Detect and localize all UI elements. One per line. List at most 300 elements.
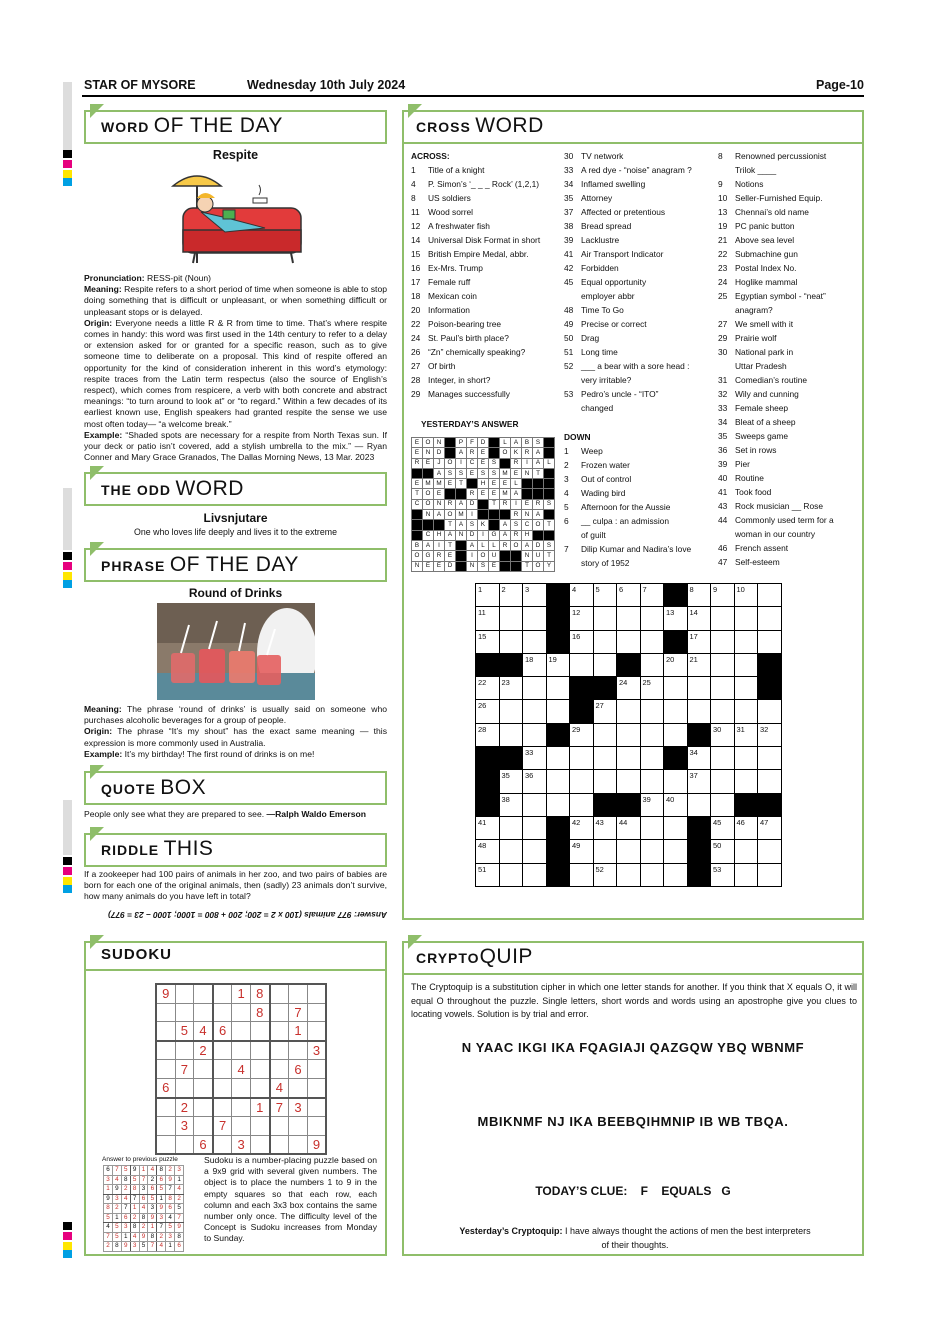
sudoku-cell[interactable] [175,984,194,1003]
crossword-cell[interactable] [523,816,547,839]
sudoku-cell[interactable] [156,1003,175,1022]
crossword-cell[interactable] [734,630,758,653]
crossword-cell[interactable] [711,863,735,886]
crossword-cell[interactable] [499,723,523,746]
crossword-grid[interactable] [475,583,782,887]
sudoku-cell[interactable] [156,1060,175,1079]
answer-cell: A [522,540,533,550]
sudoku-cell[interactable] [232,1003,251,1022]
crossword-cell[interactable] [570,747,594,770]
clue-number: 12 [411,221,421,231]
crossword-cell[interactable] [523,840,547,863]
crossword-cell[interactable] [499,840,523,863]
crossword-cell[interactable] [640,653,664,676]
answer-cell: L [489,540,500,550]
sudoku-cell[interactable]: 4 [232,1060,251,1079]
crossword-cell[interactable] [593,630,617,653]
sudoku-cell[interactable] [289,1041,308,1060]
sudoku-cell[interactable]: 7 [289,1003,308,1022]
solution-cell: 2 [112,1204,121,1214]
crossword-cell[interactable] [617,630,641,653]
crossword-cell[interactable] [523,677,547,700]
sudoku-cell[interactable] [232,1098,251,1117]
sudoku-cell[interactable] [156,1117,175,1136]
sudoku-cell[interactable]: 6 [156,1078,175,1097]
crossword-cell[interactable] [711,607,735,630]
crossword-cell[interactable] [664,653,688,676]
crossword-cell[interactable] [758,630,782,653]
clue-text: “Zn” chemically speaking? [428,347,526,357]
crossword-cell[interactable] [758,840,782,863]
sudoku-cell[interactable]: 9 [307,1135,326,1154]
crossword-cell [476,653,500,676]
clue-line [411,247,540,261]
sudoku-cell[interactable]: 2 [194,1041,213,1060]
clue-number: 36 [718,445,728,455]
solution-cell: 1 [121,1232,130,1242]
crossword-cell[interactable] [687,630,711,653]
crossword-cell[interactable] [499,607,523,630]
sudoku-cell[interactable] [213,1078,232,1097]
crossword-cell[interactable] [664,723,688,746]
crossword-cell[interactable] [617,863,641,886]
crossword-cell[interactable] [734,840,758,863]
crossword-cell[interactable] [476,630,500,653]
sudoku-cell[interactable] [307,984,326,1003]
sudoku-cell[interactable]: 3 [289,1098,308,1117]
sudoku-cell[interactable] [156,1022,175,1041]
crossword-cell[interactable] [640,747,664,770]
answer-cell [511,561,522,571]
sudoku-cell[interactable] [289,1078,308,1097]
clue-line [411,345,540,359]
answer-cell: I [467,510,478,520]
sudoku-cell[interactable]: 7 [213,1117,232,1136]
crossword-cell[interactable] [499,816,523,839]
crossword-cell[interactable] [476,584,500,607]
crossword-cell[interactable] [687,584,711,607]
crossword-cell[interactable] [664,793,688,816]
sudoku-cell[interactable]: 6 [213,1022,232,1041]
crossword-cell[interactable] [687,793,711,816]
crossword-cell[interactable] [687,747,711,770]
answer-cell [412,468,423,478]
crossword-cell[interactable] [734,816,758,839]
sudoku-cell[interactable]: 7 [175,1060,194,1079]
crossword-cell[interactable] [711,840,735,863]
crossword-cell[interactable] [499,700,523,723]
crossword-cell[interactable] [593,584,617,607]
crossword-cell[interactable] [570,770,594,793]
clue-text: Long time [581,347,618,357]
crossword-cell[interactable] [687,700,711,723]
sudoku-cell[interactable] [213,984,232,1003]
sudoku-cell[interactable] [194,984,213,1003]
clue-line [411,303,540,317]
crossword-cell[interactable] [734,723,758,746]
answer-cell: O [500,448,511,458]
sudoku-cell[interactable] [213,1003,232,1022]
answer-cell [522,479,533,489]
sudoku-cell[interactable] [194,1060,213,1079]
sudoku-cell[interactable] [307,1022,326,1041]
crossword-cell[interactable] [711,770,735,793]
crossword-cell[interactable] [640,677,664,700]
answer-cell [456,540,467,550]
crossword-cell[interactable] [711,700,735,723]
crossword-cell[interactable] [687,653,711,676]
crossword-cell[interactable] [523,793,547,816]
sudoku-cell[interactable] [156,1135,175,1154]
crossword-cell[interactable] [523,607,547,630]
crossword-cell[interactable] [570,863,594,886]
crossword-cell[interactable] [617,584,641,607]
crossword-cell[interactable] [570,653,594,676]
crossword-cell[interactable] [593,700,617,723]
crossword-cell[interactable] [734,677,758,700]
sudoku-cell[interactable]: 5 [175,1022,194,1041]
crossword-cell[interactable] [476,700,500,723]
answer-cell [489,510,500,520]
cryptoquip-line-1: N YAAC IKGI IKA FQAGIAJI QAZGQW YBQ WBNMF [461,1040,805,1055]
crossword-cell[interactable] [734,584,758,607]
answer-cell: E [445,479,456,489]
clue-number: 30 [718,347,728,357]
crossword-cell[interactable] [664,700,688,723]
crossword-cell[interactable] [758,747,782,770]
crossword-cell[interactable] [734,863,758,886]
sudoku-cell[interactable] [270,1135,289,1154]
reg-yellow [63,170,72,178]
crossword-cell[interactable] [593,840,617,863]
crossword-cell[interactable] [734,653,758,676]
crossword-cell[interactable] [523,630,547,653]
sudoku-cell[interactable] [270,984,289,1003]
sudoku-cell[interactable] [175,1003,194,1022]
sudoku-cell[interactable] [250,1041,269,1060]
quote-box-title: QUOTE BOX [101,776,207,799]
crossword-cell[interactable] [640,770,664,793]
sudoku-cell[interactable]: 1 [250,1098,269,1117]
clue-number: 53 [564,389,574,399]
crossword-cell[interactable] [758,700,782,723]
crossword-cell[interactable] [593,770,617,793]
crossword-cell[interactable] [664,677,688,700]
clue-number: 31 [718,375,728,385]
clue-text: changed [581,403,614,413]
answer-cell: C [412,499,423,509]
crossword-cell[interactable] [499,770,523,793]
crossword-cell[interactable] [758,863,782,886]
sudoku-cell[interactable] [232,1022,251,1041]
sudoku-cell[interactable] [156,1041,175,1060]
crossword-cell[interactable] [664,863,688,886]
crossword-cell[interactable] [593,723,617,746]
crossword-cell[interactable] [734,607,758,630]
answer-cell: S [489,468,500,478]
crossword-cell[interactable] [640,863,664,886]
sudoku-cell[interactable]: 3 [232,1135,251,1154]
answer-cell [489,520,500,530]
crossword-cell[interactable] [523,700,547,723]
crossword-cell[interactable] [640,584,664,607]
sudoku-cell[interactable] [156,1098,175,1117]
cryptoquip-title: CRYPTOQUIP [416,945,533,968]
crossword-cell[interactable] [546,770,570,793]
crossword-cell[interactable] [523,653,547,676]
crossword-cell[interactable] [758,584,782,607]
crossword-cell[interactable] [640,816,664,839]
crossword-cell[interactable] [593,653,617,676]
sudoku-cell[interactable]: 9 [156,984,175,1003]
sudoku-cell[interactable] [232,1117,251,1136]
crossword-cell[interactable] [734,747,758,770]
clue-number: 32 [718,389,728,399]
sudoku-cell[interactable]: 4 [270,1078,289,1097]
solution-cell: 9 [175,1223,184,1233]
clue-text: Title of a knight [428,165,485,175]
crossword-cell[interactable] [687,607,711,630]
crossword-cell[interactable] [664,816,688,839]
clue-text: Inflamed swelling [581,179,646,189]
cell-number: 42 [572,817,581,827]
sudoku-cell[interactable] [307,1117,326,1136]
crossword-cell[interactable] [711,653,735,676]
crossword-cell[interactable] [546,677,570,700]
sudoku-cell[interactable] [194,1078,213,1097]
sudoku-cell[interactable] [232,1078,251,1097]
crossword-cell[interactable] [758,816,782,839]
sudoku-cell[interactable] [307,1003,326,1022]
crossword-cell[interactable] [617,607,641,630]
clue-line [718,513,834,527]
sudoku-cell[interactable] [213,1135,232,1154]
crossword-cell[interactable] [476,840,500,863]
crossword-cell[interactable] [617,700,641,723]
clue-line [718,499,834,513]
clue-line [718,555,834,569]
crossword-cell[interactable] [476,816,500,839]
sudoku-cell[interactable] [289,984,308,1003]
crossword-cell[interactable] [476,607,500,630]
sudoku-cell[interactable]: 3 [307,1041,326,1060]
clue-line [718,443,834,457]
crossword-cell[interactable] [570,793,594,816]
clue-line [564,373,692,387]
crossword-cell[interactable] [499,584,523,607]
crossword-cell[interactable] [640,723,664,746]
crossword-cell[interactable] [734,700,758,723]
sudoku-cell[interactable]: 8 [250,1003,269,1022]
sudoku-cell[interactable] [250,1078,269,1097]
crossword-cell[interactable] [711,630,735,653]
cell-number: 5 [595,585,600,594]
crossword-cell[interactable] [758,723,782,746]
crossword-cell[interactable] [687,677,711,700]
answer-cell: O [423,499,434,509]
solution-cell: 9 [166,1175,175,1185]
crossword-cell[interactable] [664,840,688,863]
sudoku-cell[interactable] [307,1098,326,1117]
crossword-cell[interactable] [640,607,664,630]
crossword-cell[interactable] [499,793,523,816]
crossword-cell[interactable] [711,677,735,700]
clue-number: 27 [718,319,728,329]
crossword-cell[interactable] [570,584,594,607]
crossword-cell[interactable] [617,723,641,746]
sudoku-cell[interactable]: 6 [289,1060,308,1079]
clue-line [564,205,692,219]
sudoku-cell[interactable] [289,1117,308,1136]
sudoku-cell[interactable] [270,1117,289,1136]
answer-cell: C [423,530,434,540]
issue-date: Wednesday 10th July 2024 [247,78,406,92]
answer-cell: A [423,540,434,550]
sudoku-cell[interactable] [307,1060,326,1079]
sudoku-cell[interactable]: 1 [289,1022,308,1041]
answer-cell: K [511,448,522,458]
sudoku-cell[interactable] [250,1060,269,1079]
answer-cell: L [544,458,555,468]
sudoku-cell[interactable] [270,1022,289,1041]
sudoku-cell[interactable] [194,1117,213,1136]
cell-number: 17 [689,631,698,641]
crossword-cell[interactable] [499,630,523,653]
answer-cell: G [423,551,434,561]
crossword-cell[interactable] [570,630,594,653]
sudoku-cell[interactable] [175,1078,194,1097]
sudoku-cell[interactable] [270,1041,289,1060]
crossword-cell[interactable] [617,770,641,793]
solution-cell: 8 [130,1185,139,1195]
crossword-cell[interactable] [711,793,735,816]
crossword-cell[interactable] [476,723,500,746]
crossword-cell[interactable] [570,723,594,746]
clue-line [564,191,692,205]
answer-cell [423,520,434,530]
solution-cell: 8 [104,1204,113,1214]
answer-cell: I [467,551,478,561]
sudoku-cell[interactable] [232,1041,251,1060]
crossword-cell[interactable] [546,653,570,676]
crossword-cell[interactable] [593,747,617,770]
crossword-cell[interactable] [476,863,500,886]
crossword-cell[interactable] [640,630,664,653]
sudoku-cell[interactable] [289,1135,308,1154]
crossword-cell[interactable] [711,584,735,607]
crossword-cell[interactable] [664,770,688,793]
clue-number: 49 [564,319,574,329]
crossword-cell[interactable] [758,770,782,793]
crossword-cell[interactable] [523,723,547,746]
sudoku-cell[interactable] [250,1135,269,1154]
crossword-cell[interactable] [640,840,664,863]
crossword-cell[interactable] [593,816,617,839]
sudoku-cell[interactable] [250,1022,269,1041]
sudoku-cell[interactable] [175,1135,194,1154]
sudoku-cell[interactable] [194,1098,213,1117]
sudoku-cell[interactable] [213,1098,232,1117]
sudoku-cell[interactable] [307,1078,326,1097]
crossword-cell[interactable] [617,816,641,839]
crossword-cell[interactable] [617,840,641,863]
cryptoquip-intro: The Cryptoquip is a substitution cipher in which one letter stands for another. If you think that X equals O, it will equal O throughout the puzzle. Single letters, short words and words using an apostrophe give you clues to locating vowels. Solution is by trial and error. [411,982,857,1019]
solution-cell: 1 [175,1175,184,1185]
crossword-cell[interactable] [476,677,500,700]
crossword-cell[interactable] [523,584,547,607]
sudoku-cell[interactable] [270,1003,289,1022]
clue-number: 40 [718,473,728,483]
clue-text: Sweeps game [735,431,789,441]
clue-line [564,556,691,570]
clue-text: story of 1952 [581,558,630,568]
clue-line [564,247,692,261]
sudoku-cell[interactable] [194,1003,213,1022]
crossword-cell[interactable] [593,607,617,630]
sudoku-cell[interactable] [213,1060,232,1079]
crossword-cell[interactable] [734,770,758,793]
crossword-cell[interactable] [711,723,735,746]
answer-cell: E [489,479,500,489]
clue-line [564,303,692,317]
sudoku-cell[interactable]: 7 [270,1098,289,1117]
crossword-cell[interactable] [711,816,735,839]
clue-text: We smell with it [735,319,794,329]
sudoku-cell[interactable] [175,1041,194,1060]
crossword-cell[interactable] [546,700,570,723]
crossword-cell[interactable] [758,607,782,630]
crossword-cell[interactable] [711,747,735,770]
crossword-cell [546,584,570,607]
sudoku-cell[interactable]: 3 [175,1117,194,1136]
sudoku-cell[interactable]: 8 [250,984,269,1003]
answer-cell: E [423,458,434,468]
sudoku-cell[interactable]: 2 [175,1098,194,1117]
answer-cell [456,489,467,499]
sudoku-grid[interactable] [155,983,327,1155]
sudoku-cell[interactable] [250,1117,269,1136]
crossword-cell[interactable] [617,747,641,770]
cell-number: 30 [713,724,722,734]
crossword-cell [546,607,570,630]
solution-cell: 1 [104,1185,113,1195]
crossword-cell[interactable] [523,747,547,770]
sudoku-cell[interactable]: 1 [232,984,251,1003]
crossword-cell[interactable] [617,677,641,700]
crossword-cell[interactable] [640,793,664,816]
crossword-cell[interactable] [546,793,570,816]
crossword-cell[interactable] [593,863,617,886]
sudoku-cell[interactable] [270,1060,289,1079]
crossword-cell[interactable] [687,770,711,793]
reg-cyan [63,580,72,588]
crossword-cell[interactable] [499,677,523,700]
crossword-cell[interactable] [546,747,570,770]
crossword-cell[interactable] [640,700,664,723]
crossword-cell[interactable] [570,840,594,863]
crossword-cell[interactable] [499,863,523,886]
sudoku-cell[interactable] [213,1041,232,1060]
sudoku-cell[interactable]: 6 [194,1135,213,1154]
answer-cell: E [423,561,434,571]
crossword-cell[interactable] [523,863,547,886]
answer-cell [467,479,478,489]
crossword-cell[interactable] [664,607,688,630]
crossword-cell[interactable] [523,770,547,793]
crossword-cell[interactable] [570,607,594,630]
crossword-cell[interactable] [570,816,594,839]
sudoku-cell[interactable]: 4 [194,1022,213,1041]
